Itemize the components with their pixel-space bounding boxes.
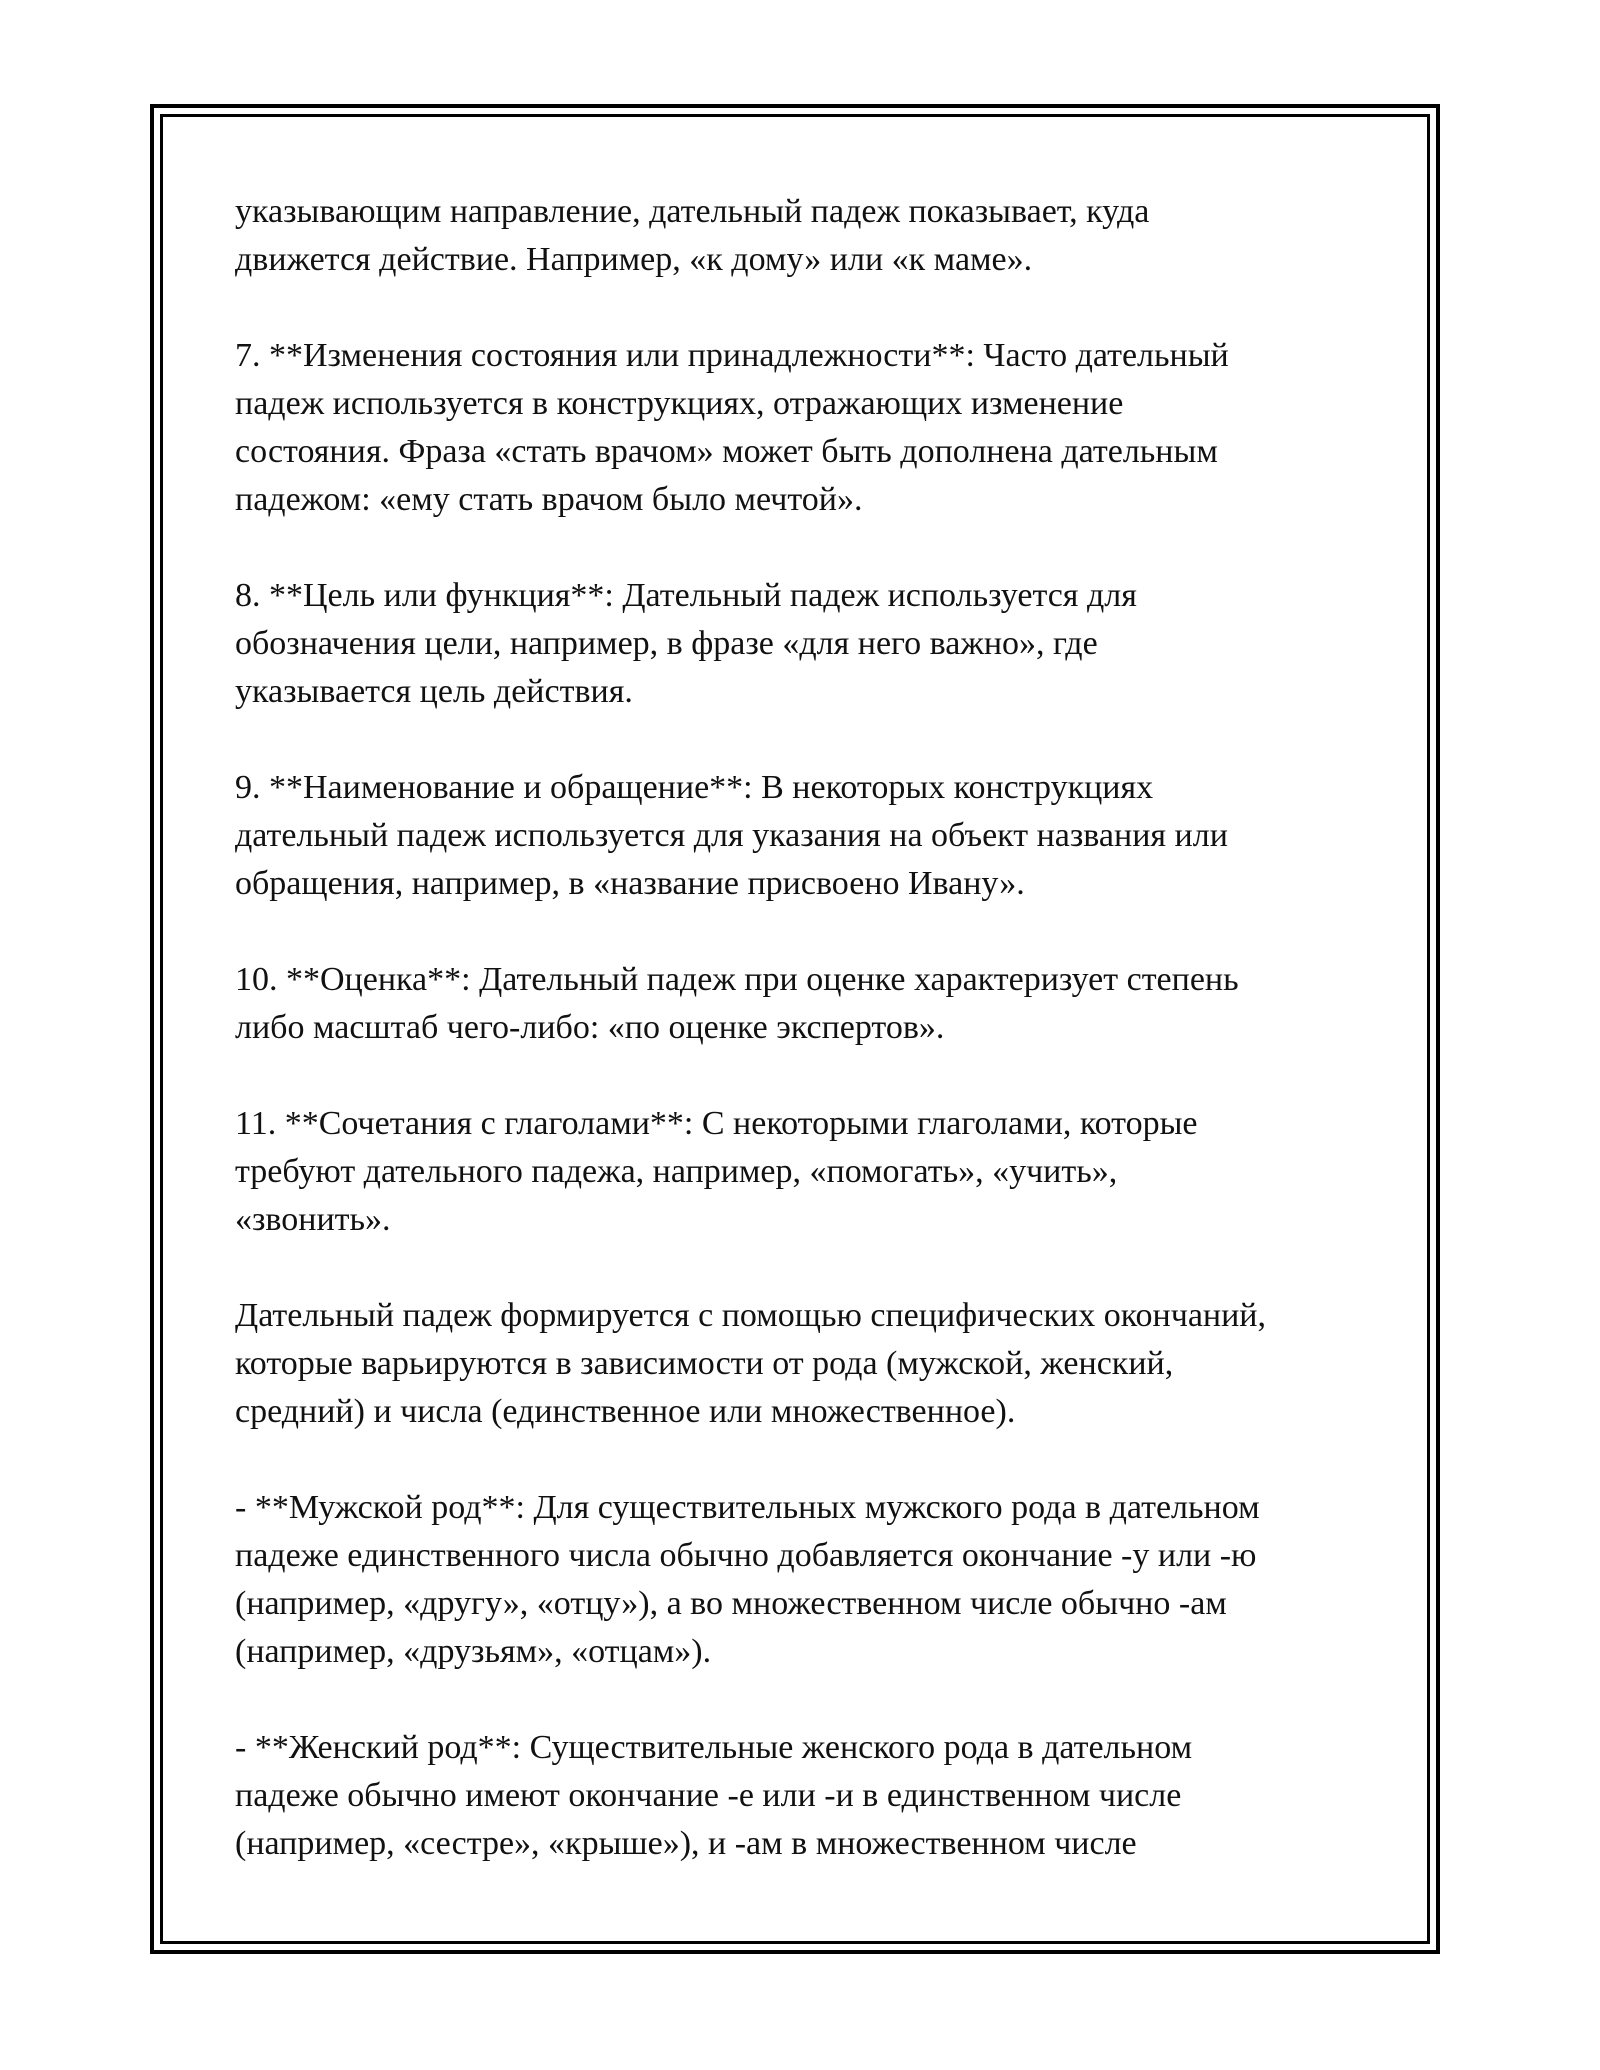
text-line: средний) и числа (единственное или множественное). — [235, 1393, 1016, 1430]
paragraph-gap — [235, 1244, 1365, 1292]
text-line: - **Мужской род**: Для существительных мужского рода в дательном — [235, 1489, 1260, 1526]
text-line: падеж используется в конструкциях, отражающих изменение — [235, 385, 1124, 422]
text-line: - **Женский род**: Существительные женского рода в дательном — [235, 1729, 1193, 1766]
paragraph-feminine — [235, 1724, 1365, 1868]
text-line: 7. **Изменения состояния или принадлежности**: Часто дательный — [235, 337, 1229, 374]
paragraph-item-11 — [235, 1100, 1365, 1244]
paragraph-gap — [235, 1436, 1365, 1484]
text-line: 9. **Наименование и обращение**: В некоторых конструкциях — [235, 769, 1154, 806]
text-line: которые варьируются в зависимости от рода (мужской, женский, — [235, 1345, 1174, 1382]
paragraph-gap — [235, 716, 1365, 764]
paragraph-gap — [235, 908, 1365, 956]
text-line: падеже обычно имеют окончание -е или -и в единственном числе — [235, 1777, 1182, 1814]
text-line: указывающим направление, дательный падеж показывает, куда — [235, 193, 1150, 230]
text-line: (например, «сестре», «крыше»), и -ам в множественном числе — [235, 1825, 1137, 1862]
text-line: 11. **Сочетания с глаголами**: С некоторыми глаголами, которые — [235, 1105, 1198, 1142]
paragraph-item-9 — [235, 764, 1365, 908]
paragraph-masculine — [235, 1484, 1365, 1676]
paragraph-gap — [235, 1676, 1365, 1724]
text-line: 10. **Оценка**: Дательный падеж при оценке характеризует степень — [235, 961, 1239, 998]
text-line: указывается цель действия. — [235, 673, 633, 710]
text-line: дательный падеж используется для указания на объект названия или — [235, 817, 1228, 854]
text-line: обращения, например, в «название присвоено Ивану». — [235, 865, 1025, 902]
paragraph-item-10 — [235, 956, 1365, 1052]
text-line: 8. **Цель или функция**: Дательный падеж используется для — [235, 577, 1137, 614]
text-line: требуют дательного падежа, например, «помогать», «учить», — [235, 1153, 1118, 1190]
text-line: (например, «друзьям», «отцам»). — [235, 1633, 712, 1670]
paragraph-item-7 — [235, 332, 1365, 524]
paragraph-gap — [235, 284, 1365, 332]
document-body — [235, 188, 1365, 1868]
text-line: либо масштаб чего-либо: «по оценке экспертов». — [235, 1009, 945, 1046]
paragraph-formation — [235, 1292, 1365, 1436]
text-line: Дательный падеж формируется с помощью специфических окончаний, — [235, 1297, 1266, 1334]
paragraph-item-8 — [235, 572, 1365, 716]
text-line: движется действие. Например, «к дому» или «к маме». — [235, 241, 1033, 278]
text-line: падеже единственного числа обычно добавляется окончание -у или -ю — [235, 1537, 1257, 1574]
text-line: состояния. Фраза «стать врачом» может быть дополнена дательным — [235, 433, 1218, 470]
text-line: (например, «другу», «отцу»), а во множественном числе обычно -ам — [235, 1585, 1227, 1622]
text-line: «звонить». — [235, 1201, 391, 1238]
paragraph-gap — [235, 524, 1365, 572]
paragraph-direction-continuation — [235, 188, 1365, 284]
text-line: обозначения цели, например, в фразе «для него важно», где — [235, 625, 1098, 662]
text-line: падежом: «ему стать врачом было мечтой». — [235, 481, 863, 518]
paragraph-gap — [235, 1052, 1365, 1100]
